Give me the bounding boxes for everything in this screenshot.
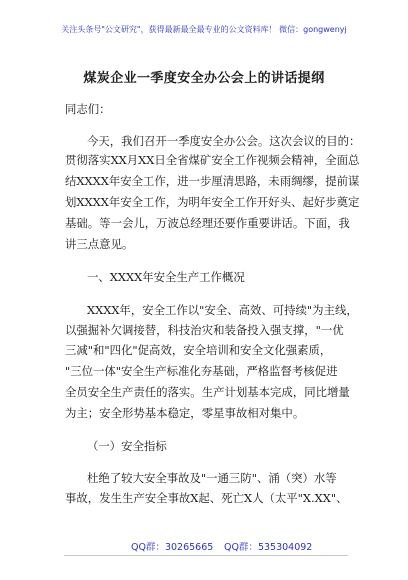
body-line: 今天，我们召开一季度安全办公会。这次会议的目的： <box>87 134 361 148</box>
body-line: 划XXXX年安全工作，为明年安全工作开好头、起好步奠定 <box>65 195 360 209</box>
body-line: 讲三点意见。 <box>65 237 134 251</box>
document-title: 煤炭企业一季度安全办公会上的讲话提纲 <box>83 71 325 86</box>
body-line: XXXX年，安全工作以"安全、高效、可持续"为主线， <box>87 303 358 317</box>
body-line: 三减"和"四化"促高效，安全培训和安全文化强素质， <box>65 343 332 357</box>
salutation: 同志们： <box>65 102 111 116</box>
body-line: 基础。等一会儿，万波总经理还要作重要讲话。下面，我 <box>65 216 350 230</box>
footer-qq-group: QQ群：30265665 <box>131 542 214 553</box>
body-line: "三位一体"安全生产标准化夯基础，严格监督考核促进 <box>65 364 338 378</box>
body-line: 杜绝了较大安全事故及"一通三防"、涌（突）水等 <box>87 471 337 485</box>
body-line: 结XXXX年安全工作，进一步厘清思路，未雨绸缪，提前谋 <box>65 174 360 188</box>
body-line: 为主；安全形势基本稳定，零星事故相对集中。 <box>65 406 305 420</box>
section-heading: 一、XXXX年安全生产工作概况 <box>87 270 245 284</box>
footer-qq-group-2: QQ群：535304092 <box>224 542 313 553</box>
header-note: 关注头条号"公文研究"，获得最新最全最专业的公文资料库！ 微信：gongwenyj <box>61 25 347 34</box>
body-line: 事故，发生生产安全事故X起、死亡X人（太平"X.XX"、 <box>65 491 348 505</box>
body-line: 全员安全生产责任的落实。生产计划基本完成，同比增量 <box>65 385 350 399</box>
body-line: 贯彻落实XX月XX日全省煤矿安全工作视频会精神，全面总 <box>65 153 360 167</box>
body-line: 以强掘补欠调接替，科技治灾和装备投入强支撑，"一优 <box>65 323 344 337</box>
footer-divider <box>64 555 348 556</box>
subsection-heading: （一）安全指标 <box>87 439 167 453</box>
